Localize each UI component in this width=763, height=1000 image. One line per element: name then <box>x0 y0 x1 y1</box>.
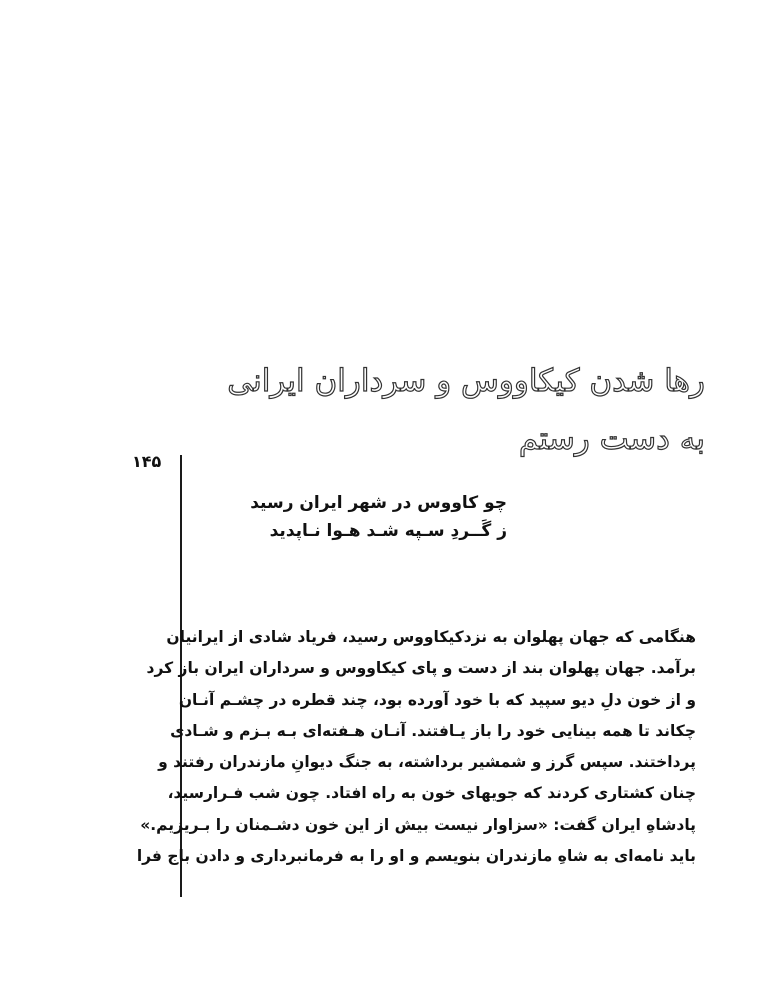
chapter-title <box>185 352 705 468</box>
body-line: هنگامی که جهان پهلوان به نزدکیکاووس رسید، فریاد شادی از ایرانیان <box>166 628 696 646</box>
chapter-title-line-2: به دست رستم <box>518 421 705 457</box>
verse-couplet <box>250 489 507 545</box>
body-line: برآمد. جهان پهلوان بند از دست و پای کیکاووس و سرداران ایران باز کرد <box>146 659 696 678</box>
body-line: چکاند تا همه بینایی خود را باز یـافتند. آنـان هـفته‌ای بـه بـزم و شـادی <box>170 721 696 740</box>
body-line: پادشاهِ ایران گفت: «سزاوار نیست بیش از این خون دشـمنان را بـریزیم.» <box>140 815 696 834</box>
chapter-title-line-1: رها شدن کیکاووس و سرداران ایرانی <box>227 363 705 399</box>
body-line: باید نامه‌ای به شاهِ مازندران بنویسم و او را به فرمانبرداری و دادن باج فرا <box>136 847 696 866</box>
body-paragraph <box>136 622 696 872</box>
body-line: و از خون دلِ دیو سپید که با خود آورده بود، چند قطره در چشـم آنـان <box>178 690 696 709</box>
verse-line-2: ز گَــردِ سـپه شـد هـوا نـاپدید <box>269 521 507 541</box>
body-line: پرداختند. سپس گرز و شمشیر برداشته، به جنگ دیوانِ مازندران رفتند و <box>158 753 696 772</box>
body-line: چنان کشتاری کردند که جویهای خون به راه افتاد. چون شب فـرارسید، <box>167 784 696 803</box>
page-number: ۱۴۵ <box>132 452 162 471</box>
verse-line-1: چو کاووس در شهر ایران رسید <box>250 493 507 513</box>
